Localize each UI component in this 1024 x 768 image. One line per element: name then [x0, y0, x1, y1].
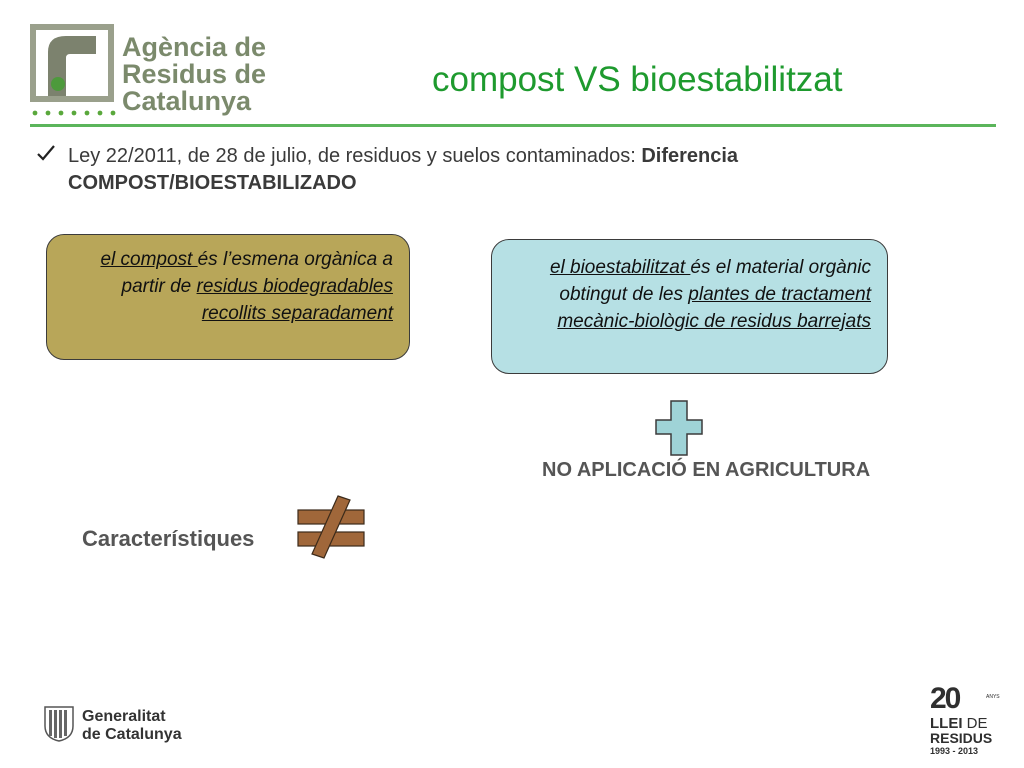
- arc-logo-dots-icon: [32, 108, 116, 118]
- arc-logo-line-1: Agència de: [122, 32, 267, 62]
- arc-logo-mark-icon: [30, 24, 114, 102]
- llei-anys: ANYS: [986, 694, 1000, 700]
- arc-logo-line-2: Residus de: [122, 59, 267, 89]
- compost-part-1: el compost: [100, 249, 198, 270]
- bullet-plain-text: Ley 22/2011, de 28 de julio, de residuos y suelos contaminados:: [68, 145, 642, 167]
- llei-word-2: DE: [966, 715, 988, 732]
- bio-part-3: plantes de tractament mecànic-biològic de residus barrejats: [557, 284, 871, 332]
- bio-part-1: el bioestabilitzat: [549, 257, 691, 278]
- bioestabilitzat-definition-box: [491, 239, 888, 374]
- arc-logo: [30, 24, 280, 124]
- generalitat-line-1: Generalitat: [82, 708, 166, 725]
- bullet-item: [36, 143, 856, 197]
- not-equal-icon: [296, 494, 366, 560]
- generalitat-shield-icon: [44, 706, 74, 742]
- llei-residus: RESIDUS: [930, 730, 993, 746]
- generalitat-logo: [44, 706, 204, 746]
- compost-part-2: és l’esmena orgànica a partir de: [121, 249, 393, 297]
- llei-number: 20: [930, 682, 960, 715]
- generalitat-line-2: de Catalunya: [82, 726, 182, 743]
- llei-word-1: LLEI: [930, 715, 963, 732]
- title-divider: [30, 124, 996, 127]
- page-title: compost VS bioestabilitzat: [432, 60, 843, 99]
- llei-line-1: [930, 716, 988, 731]
- compost-part-3: residus biodegradables recollits separadament: [196, 276, 393, 324]
- arc-logo-line-3: Catalunya: [122, 86, 252, 116]
- caracteristiques-label: Característiques: [82, 526, 255, 551]
- llei-residus-logo: [930, 684, 1000, 760]
- bullet-bold-text: Diferencia COMPOST/BIOESTABILIZADO: [68, 145, 739, 194]
- check-icon: [36, 143, 56, 163]
- no-aplicacio-label: NO APLICACIÓ EN AGRICULTURA: [542, 459, 871, 481]
- llei-years: 1993 - 2013: [930, 746, 979, 756]
- plus-icon: [655, 400, 703, 456]
- bullet-text: [36, 143, 856, 197]
- arc-logo-text: [122, 34, 266, 115]
- compost-definition-box: [46, 234, 410, 360]
- generalitat-text: [82, 708, 182, 744]
- bio-part-2: és el material orgànic obtingut de les: [559, 257, 871, 305]
